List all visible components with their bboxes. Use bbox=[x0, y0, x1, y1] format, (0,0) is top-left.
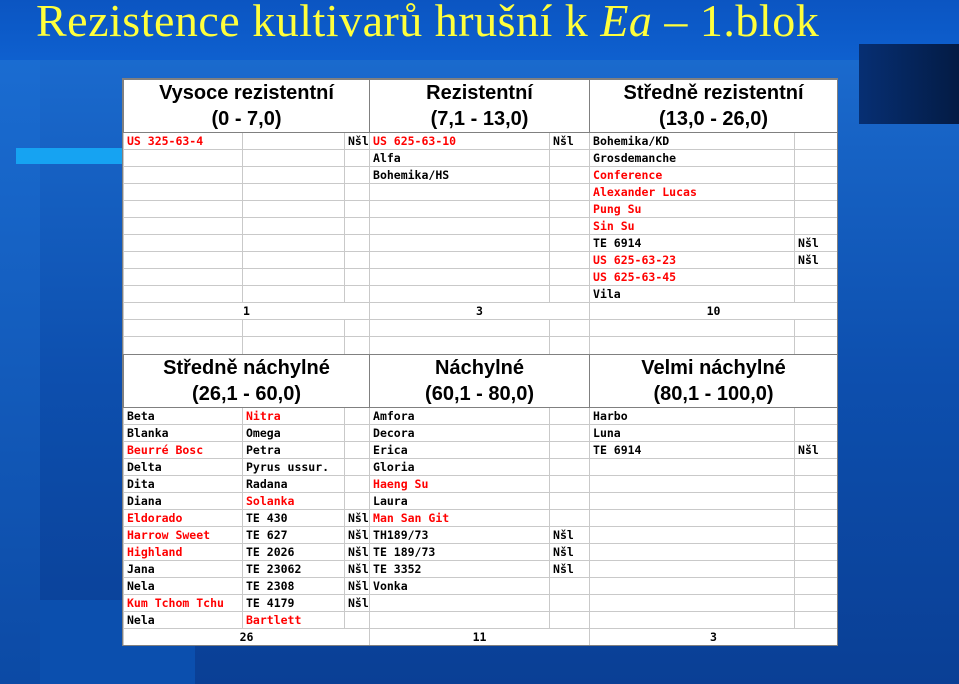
table-cell[interactable] bbox=[795, 510, 838, 527]
table-cell[interactable] bbox=[550, 408, 590, 425]
table-cell[interactable] bbox=[590, 595, 795, 612]
table-cell[interactable] bbox=[370, 252, 550, 269]
table-cell[interactable] bbox=[243, 218, 345, 235]
table-cell[interactable]: TE 23062 bbox=[243, 561, 345, 578]
empty-cell[interactable] bbox=[124, 337, 243, 355]
table-row bbox=[124, 252, 838, 269]
table-cell[interactable] bbox=[590, 493, 795, 510]
table-cell[interactable]: Haeng Su bbox=[370, 476, 550, 493]
table-cell[interactable]: Radana bbox=[243, 476, 345, 493]
table-cell[interactable] bbox=[345, 476, 370, 493]
category-header[interactable] bbox=[370, 355, 590, 408]
table-row bbox=[124, 425, 838, 442]
table-cell[interactable] bbox=[550, 201, 590, 218]
table-row bbox=[124, 133, 838, 150]
table-cell[interactable] bbox=[550, 184, 590, 201]
table-cell[interactable] bbox=[550, 476, 590, 493]
table-cell[interactable] bbox=[795, 150, 838, 167]
table-cell[interactable] bbox=[124, 286, 243, 303]
table-cell[interactable]: TE 189/73 bbox=[370, 544, 550, 561]
table-row bbox=[124, 184, 838, 201]
table-cell[interactable] bbox=[345, 493, 370, 510]
table-row bbox=[124, 459, 838, 476]
table-cell[interactable]: TE 2308 bbox=[243, 578, 345, 595]
table-cell[interactable]: Nšl bbox=[550, 527, 590, 544]
top-header-row bbox=[124, 80, 838, 133]
table-cell[interactable] bbox=[345, 150, 370, 167]
table-cell[interactable]: Decora bbox=[370, 425, 550, 442]
table-cell[interactable]: Beta bbox=[124, 408, 243, 425]
table-cell[interactable]: US 325-63-4 bbox=[124, 133, 243, 150]
table-cell[interactable]: Nšl bbox=[345, 544, 370, 561]
category-count[interactable]: 3 bbox=[590, 629, 838, 646]
table-row bbox=[124, 235, 838, 252]
empty-cell[interactable] bbox=[590, 337, 795, 355]
table-cell[interactable]: Diana bbox=[124, 493, 243, 510]
table-cell[interactable] bbox=[345, 408, 370, 425]
table-cell[interactable] bbox=[550, 286, 590, 303]
table-cell[interactable] bbox=[124, 167, 243, 184]
category-range: (13,0 - 26,0) bbox=[659, 108, 768, 130]
category-range: (7,1 - 13,0) bbox=[430, 108, 529, 130]
table-cell[interactable]: Man San Git bbox=[370, 510, 550, 527]
table-cell[interactable] bbox=[795, 167, 838, 184]
table-cell[interactable] bbox=[795, 218, 838, 235]
category-range: (60,1 - 80,0) bbox=[425, 383, 534, 405]
table-cell[interactable] bbox=[124, 218, 243, 235]
table-cell[interactable] bbox=[795, 201, 838, 218]
table-cell[interactable]: Blanka bbox=[124, 425, 243, 442]
table-cell[interactable] bbox=[795, 269, 838, 286]
empty-cell[interactable] bbox=[370, 337, 550, 355]
table-cell[interactable]: Grosdemanche bbox=[590, 150, 795, 167]
category-range: (80,1 - 100,0) bbox=[653, 383, 774, 405]
table-cell[interactable] bbox=[550, 459, 590, 476]
table-cell[interactable] bbox=[550, 235, 590, 252]
slide-title-main: Rezistence kultivarů hrušní k bbox=[36, 0, 601, 46]
table-cell[interactable]: Nšl bbox=[795, 252, 838, 269]
table-cell[interactable]: TE 430 bbox=[243, 510, 345, 527]
table-cell[interactable] bbox=[590, 527, 795, 544]
table-cell[interactable] bbox=[550, 493, 590, 510]
bottom-count-row bbox=[124, 629, 838, 646]
table-cell[interactable] bbox=[243, 201, 345, 218]
table-cell[interactable]: US 625-63-10 bbox=[370, 133, 550, 150]
table-cell[interactable]: TE 6914 bbox=[590, 235, 795, 252]
table-row bbox=[124, 269, 838, 286]
table-cell[interactable]: Nela bbox=[124, 578, 243, 595]
table-row bbox=[124, 476, 838, 493]
table-cell[interactable]: Luna bbox=[590, 425, 795, 442]
table-cell[interactable]: Bartlett bbox=[243, 612, 345, 629]
table-cell[interactable] bbox=[370, 201, 550, 218]
table-cell[interactable] bbox=[243, 167, 345, 184]
table-cell[interactable]: TE 2026 bbox=[243, 544, 345, 561]
empty-cell[interactable] bbox=[345, 337, 370, 355]
table-row bbox=[124, 510, 838, 527]
table-cell[interactable]: TH189/73 bbox=[370, 527, 550, 544]
table-cell[interactable] bbox=[345, 184, 370, 201]
table-cell[interactable]: TE 4179 bbox=[243, 595, 345, 612]
table-cell[interactable] bbox=[795, 578, 838, 595]
table-cell[interactable] bbox=[345, 459, 370, 476]
table-cell[interactable] bbox=[345, 612, 370, 629]
table-cell[interactable] bbox=[590, 544, 795, 561]
empty-cell[interactable] bbox=[345, 320, 370, 337]
table-cell[interactable] bbox=[550, 442, 590, 459]
table-cell[interactable] bbox=[795, 493, 838, 510]
table-cell[interactable] bbox=[550, 612, 590, 629]
table-cell[interactable]: Vonka bbox=[370, 578, 550, 595]
table-cell[interactable] bbox=[550, 167, 590, 184]
table-cell[interactable] bbox=[550, 510, 590, 527]
category-name: Rezistentní bbox=[426, 82, 533, 104]
bottom-header-row bbox=[124, 355, 838, 408]
table-cell[interactable] bbox=[345, 269, 370, 286]
table-row bbox=[124, 612, 838, 629]
table-cell[interactable] bbox=[243, 269, 345, 286]
empty-cell[interactable] bbox=[550, 320, 590, 337]
empty-cell[interactable] bbox=[795, 320, 838, 337]
table-cell[interactable] bbox=[243, 252, 345, 269]
table-cell[interactable]: Dita bbox=[124, 476, 243, 493]
table-cell[interactable]: Nšl bbox=[345, 510, 370, 527]
empty-cell[interactable] bbox=[243, 320, 345, 337]
table-cell[interactable] bbox=[124, 252, 243, 269]
table-cell[interactable]: Harbo bbox=[590, 408, 795, 425]
table-cell[interactable] bbox=[345, 252, 370, 269]
category-count[interactable]: 1 bbox=[124, 303, 370, 320]
table-cell[interactable]: Nšl bbox=[345, 578, 370, 595]
table-cell[interactable] bbox=[550, 150, 590, 167]
top-count-row bbox=[124, 303, 838, 320]
table-cell[interactable]: Highland bbox=[124, 544, 243, 561]
background-accent-bar bbox=[16, 148, 126, 164]
table-cell[interactable] bbox=[795, 527, 838, 544]
table-cell[interactable] bbox=[345, 286, 370, 303]
table-cell[interactable]: Nšl bbox=[345, 595, 370, 612]
category-name: Středně rezistentní bbox=[623, 82, 804, 104]
empty-row bbox=[124, 320, 838, 337]
table-cell[interactable] bbox=[124, 235, 243, 252]
table-cell[interactable]: Amfora bbox=[370, 408, 550, 425]
table-cell[interactable] bbox=[590, 578, 795, 595]
table-cell[interactable] bbox=[370, 612, 550, 629]
table-cell[interactable]: Conference bbox=[590, 167, 795, 184]
table-cell[interactable] bbox=[590, 561, 795, 578]
table-row bbox=[124, 595, 838, 612]
table-cell[interactable]: Pyrus ussur. bbox=[243, 459, 345, 476]
table-cell[interactable] bbox=[124, 184, 243, 201]
table-cell[interactable] bbox=[795, 425, 838, 442]
table-cell[interactable] bbox=[345, 218, 370, 235]
table-cell[interactable] bbox=[370, 235, 550, 252]
category-count[interactable]: 26 bbox=[124, 629, 370, 646]
table-row bbox=[124, 218, 838, 235]
table-cell[interactable]: Bohemika/HS bbox=[370, 167, 550, 184]
table-cell[interactable] bbox=[124, 269, 243, 286]
empty-row bbox=[124, 337, 838, 355]
category-name: Vysoce rezistentní bbox=[159, 82, 334, 104]
table-cell[interactable]: Jana bbox=[124, 561, 243, 578]
table-cell[interactable]: Solanka bbox=[243, 493, 345, 510]
table-row bbox=[124, 286, 838, 303]
table-cell[interactable]: Bohemika/KD bbox=[590, 133, 795, 150]
table-cell[interactable] bbox=[345, 235, 370, 252]
table-cell[interactable] bbox=[124, 150, 243, 167]
table-cell[interactable] bbox=[124, 201, 243, 218]
table-cell[interactable] bbox=[550, 425, 590, 442]
category-header[interactable] bbox=[590, 80, 838, 133]
table-cell[interactable]: TE 3352 bbox=[370, 561, 550, 578]
table-cell[interactable]: Omega bbox=[243, 425, 345, 442]
table-cell[interactable]: Nitra bbox=[243, 408, 345, 425]
table-row bbox=[124, 167, 838, 184]
table-row bbox=[124, 544, 838, 561]
table-cell[interactable] bbox=[345, 167, 370, 184]
table-cell[interactable]: Nela bbox=[124, 612, 243, 629]
category-count[interactable]: 10 bbox=[590, 303, 838, 320]
category-range: (26,1 - 60,0) bbox=[192, 383, 301, 405]
table-cell[interactable] bbox=[795, 184, 838, 201]
table-row bbox=[124, 201, 838, 218]
table-cell[interactable]: Nšl bbox=[345, 527, 370, 544]
category-header[interactable] bbox=[124, 80, 370, 133]
table-cell[interactable] bbox=[795, 561, 838, 578]
table-cell[interactable]: Kum Tchom Tchu bbox=[124, 595, 243, 612]
table-cell[interactable]: US 625-63-23 bbox=[590, 252, 795, 269]
table-cell[interactable] bbox=[550, 218, 590, 235]
table-cell[interactable] bbox=[243, 133, 345, 150]
table-cell[interactable] bbox=[345, 442, 370, 459]
resistance-table bbox=[123, 79, 838, 646]
table-cell[interactable] bbox=[795, 476, 838, 493]
table-cell[interactable]: Laura bbox=[370, 493, 550, 510]
table-row bbox=[124, 493, 838, 510]
empty-cell[interactable] bbox=[243, 337, 345, 355]
table-row bbox=[124, 408, 838, 425]
empty-cell[interactable] bbox=[550, 337, 590, 355]
empty-cell[interactable] bbox=[124, 320, 243, 337]
table-cell[interactable] bbox=[590, 459, 795, 476]
table-cell[interactable]: Beurré Bosc bbox=[124, 442, 243, 459]
category-header[interactable] bbox=[124, 355, 370, 408]
table-cell[interactable] bbox=[795, 544, 838, 561]
table-cell[interactable] bbox=[345, 425, 370, 442]
table-cell[interactable]: Nšl bbox=[550, 561, 590, 578]
table-cell[interactable] bbox=[795, 408, 838, 425]
table-cell[interactable] bbox=[370, 184, 550, 201]
table-row bbox=[124, 561, 838, 578]
table-cell[interactable]: Nšl bbox=[550, 544, 590, 561]
table-cell[interactable] bbox=[590, 476, 795, 493]
table-cell[interactable]: US 625-63-45 bbox=[590, 269, 795, 286]
table-cell[interactable] bbox=[370, 595, 550, 612]
category-count[interactable]: 3 bbox=[370, 303, 590, 320]
table-cell[interactable]: TE 6914 bbox=[590, 442, 795, 459]
table-cell[interactable]: Alexander Lucas bbox=[590, 184, 795, 201]
table-cell[interactable]: Nšl bbox=[345, 561, 370, 578]
slide-title-italic: Ea bbox=[600, 0, 653, 46]
table-cell[interactable] bbox=[345, 201, 370, 218]
background-dark-corner bbox=[859, 44, 959, 124]
table-cell[interactable] bbox=[590, 510, 795, 527]
category-count[interactable]: 11 bbox=[370, 629, 590, 646]
table-cell[interactable]: Nšl bbox=[550, 133, 590, 150]
table-cell[interactable]: Pung Su bbox=[590, 201, 795, 218]
table-cell[interactable] bbox=[795, 286, 838, 303]
table-row bbox=[124, 442, 838, 459]
category-range: (0 - 7,0) bbox=[211, 108, 282, 130]
table-cell[interactable] bbox=[550, 269, 590, 286]
empty-cell[interactable] bbox=[370, 320, 550, 337]
category-name: Náchylné bbox=[435, 357, 524, 379]
table-cell[interactable]: Erica bbox=[370, 442, 550, 459]
table-body bbox=[124, 80, 838, 646]
empty-cell[interactable] bbox=[795, 337, 838, 355]
table-row bbox=[124, 150, 838, 167]
table-cell[interactable] bbox=[550, 578, 590, 595]
table-cell[interactable]: Vila bbox=[590, 286, 795, 303]
table-cell[interactable]: Sin Su bbox=[590, 218, 795, 235]
table-cell[interactable]: Petra bbox=[243, 442, 345, 459]
table-cell[interactable]: Gloria bbox=[370, 459, 550, 476]
table-cell[interactable]: TE 627 bbox=[243, 527, 345, 544]
table-row bbox=[124, 578, 838, 595]
table-cell[interactable] bbox=[243, 235, 345, 252]
category-header[interactable] bbox=[370, 80, 590, 133]
table-cell[interactable] bbox=[795, 595, 838, 612]
empty-cell[interactable] bbox=[590, 320, 795, 337]
table-row bbox=[124, 527, 838, 544]
table-cell[interactable] bbox=[243, 184, 345, 201]
table-cell[interactable] bbox=[243, 286, 345, 303]
table-cell[interactable]: Nšl bbox=[795, 442, 838, 459]
category-name: Středně náchylné bbox=[163, 357, 330, 379]
table-cell[interactable]: Delta bbox=[124, 459, 243, 476]
table-cell[interactable] bbox=[590, 612, 795, 629]
resistance-spreadsheet bbox=[122, 78, 838, 646]
table-cell[interactable] bbox=[795, 612, 838, 629]
category-name: Velmi náchylné bbox=[641, 357, 786, 379]
table-cell[interactable] bbox=[243, 150, 345, 167]
table-cell[interactable] bbox=[370, 286, 550, 303]
table-cell[interactable]: Eldorado bbox=[124, 510, 243, 527]
table-cell[interactable] bbox=[795, 459, 838, 476]
table-cell[interactable] bbox=[370, 269, 550, 286]
table-cell[interactable] bbox=[550, 252, 590, 269]
slide-title-end: – 1.blok bbox=[652, 0, 820, 46]
slide-title bbox=[36, 0, 819, 47]
table-cell[interactable]: Nšl bbox=[345, 133, 370, 150]
table-cell[interactable] bbox=[795, 133, 838, 150]
table-cell[interactable] bbox=[370, 218, 550, 235]
table-cell[interactable]: Harrow Sweet bbox=[124, 527, 243, 544]
table-cell[interactable] bbox=[550, 595, 590, 612]
table-cell[interactable]: Alfa bbox=[370, 150, 550, 167]
category-header[interactable] bbox=[590, 355, 838, 408]
table-cell[interactable]: Nšl bbox=[795, 235, 838, 252]
